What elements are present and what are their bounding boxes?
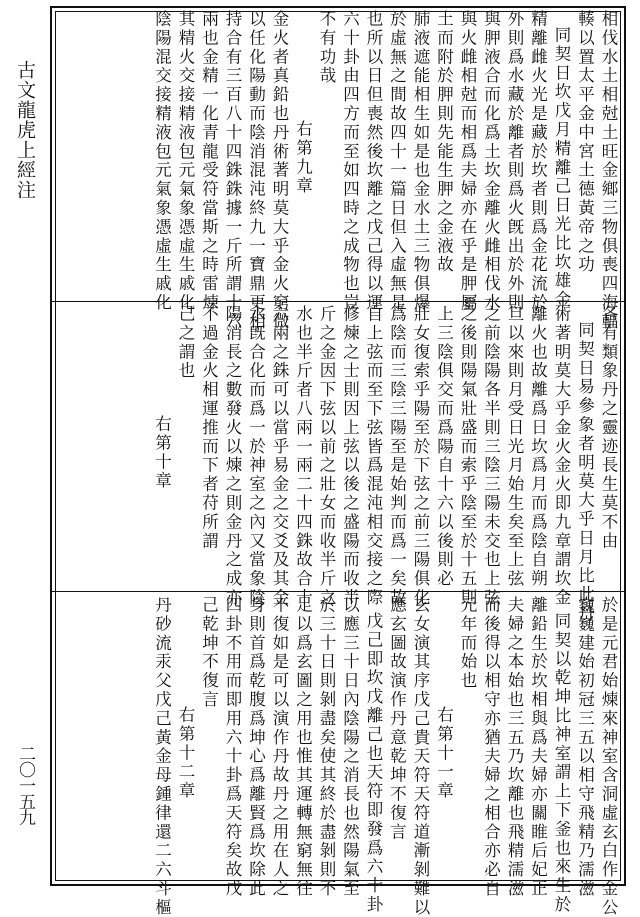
- text-column: 水旣合化而爲一於神室之內又當象陰: [246, 305, 266, 608]
- chapter-heading: 右第九章: [293, 120, 313, 196]
- text-column: 爲陰而三陰三陽至是始判而爲一矣故: [387, 305, 407, 608]
- text-column: 金火者真鉛也丹術著明莫大乎金火窮微: [270, 10, 289, 332]
- text-column: 上三陰俱交而爲陽自十六以後則必: [434, 305, 454, 589]
- text-column: 同契日易參象者明莫大乎日月比此丹: [575, 321, 595, 624]
- text-column: 於是元君始煉來神室含洞虛玄白作金公: [599, 596, 618, 917]
- text-column: 四卦不用而即用六十卦爲天符矣故戊: [223, 596, 242, 899]
- text-column: 不過金火相運推而下者苻所謂: [199, 305, 219, 551]
- chapter-heading: 右第十章: [152, 415, 172, 491]
- text-column: 修煉之士則因上弦以後之盛陽而收半: [340, 305, 360, 608]
- text-column: 不有功哉: [317, 10, 336, 86]
- text-column: 肺液遮能相生如是也金水土三物俱爆: [411, 10, 430, 313]
- text-column: 以應三十日內陰陽之消長也然陽氣至: [340, 596, 360, 899]
- text-column: 而後得以相守亦猶夫婦之相合亦必自: [481, 596, 501, 899]
- text-column: 術著明莫大乎金火金火即九章謂坎金: [552, 305, 571, 608]
- text-columns-top: [56, 10, 620, 332]
- text-column: 斤之金因下弦以前之壯女而收半斤之: [317, 305, 336, 608]
- chapter-heading: 右第十一章: [434, 706, 454, 801]
- text-column: 身則首爲乾腹爲坤心爲離賢爲坎除此: [246, 596, 266, 899]
- text-column: 元年而始也: [458, 596, 477, 691]
- text-column: 持合有三百八十四銖銖據一斤所謂十六: [223, 10, 242, 332]
- text-column: 相伐水土相尅土旺金鄉三物俱喪四海輻: [599, 10, 618, 332]
- text-column: 陽消長之數發火以煉之則金丹之成亦: [223, 305, 242, 608]
- text-column: 巍巍建始初冠三五以相守飛精乃濡滋: [575, 596, 595, 899]
- text-column: 與胛液合而化爲土坎金離火雌相伐水: [481, 10, 501, 313]
- text-column: 壯女復索乎陽至於下弦之前三陽俱化: [411, 305, 430, 608]
- text-column: 其精火交接精液包元氣象憑虛生戚化: [176, 10, 195, 313]
- text-column: 足以爲玄圖之用也惟其運轉無窮無往: [293, 596, 313, 899]
- text-column: 於三十日則剝盡矣使其終於盡剝則不: [317, 596, 336, 899]
- text-column: 應玄圖故演作丹意乾坤不復言: [387, 596, 407, 842]
- text-column: 兩也金精一化青龍受符當斯之時雷煉: [199, 10, 219, 313]
- section-top: [56, 10, 620, 332]
- text-column: 之後則陽氣壯盛而索乎陰至於十五則: [458, 305, 477, 608]
- text-column: 己乾坤不復言: [199, 596, 219, 710]
- text-column: 六兩之銖可以當乎易金之交爻及其金: [270, 305, 289, 608]
- text-column: 不復如是可以演作丹故丹之用在人之: [270, 596, 289, 899]
- text-column: 旦以來則月受日光月始生矣至上弦: [505, 305, 524, 589]
- text-column: 離鉛生於坎相與爲夫婦亦關睢后妃正: [528, 596, 548, 899]
- chapter-heading: 右第十二章: [176, 706, 195, 801]
- text-column: 與火雌相尅而相爲夫婦亦在乎是胛屬: [458, 10, 477, 313]
- text-column: 外則爲水藏於離者則爲火旣出於外則: [505, 10, 524, 313]
- text-column: 輳以置太平金中宮土德黃帝之功: [575, 10, 595, 275]
- text-column: 夫婦之本始也三五乃坎離也飛精濡滋: [505, 596, 524, 899]
- text-column: 於虛無之間故四十一篇日但入虛無是: [387, 10, 407, 313]
- text-column: 以任化陽動而陰消混沌終九一寶鼎更相: [246, 10, 266, 332]
- text-column: 六十卦由四方而至如四時之成物也豈: [340, 10, 360, 313]
- text-columns-bottom: [56, 596, 620, 917]
- text-column: 丹砂流汞父戊己黃金母鍾律還二六斗樞: [152, 596, 172, 917]
- text-column: 精離雌火光是藏於坎者則爲金花流於: [528, 10, 548, 313]
- text-column: 同契以乾坤比神室謂上下釜也來生於: [552, 612, 571, 915]
- text-column: 也所以日但喪然後坎離之戊己得以運: [364, 10, 383, 313]
- text-column: 水也半斤者八兩一兩二十四銖故合十: [293, 305, 313, 608]
- text-column: 同契日坎戊月精離己日光比坎雄金: [552, 26, 571, 310]
- section-middle: [56, 305, 620, 624]
- section-divider-2: [52, 591, 624, 592]
- text-columns-middle: [56, 305, 620, 624]
- page-number: 二〇一五九: [15, 745, 35, 825]
- text-column: 戊己即坎戊離己也天符即發爲六十卦: [364, 612, 383, 915]
- section-bottom: [56, 596, 620, 917]
- text-column: 離火也故離爲日坎爲月而爲陰自朔: [528, 305, 548, 589]
- text-column: 玄女演其序戊己貴天符天符道漸剝難以: [411, 596, 430, 917]
- text-column: 之前陰陽各半則三陰三陽未交也上弦: [481, 305, 501, 608]
- text-column: 己之謂也: [176, 305, 195, 381]
- book-title: 古文龍虎上經注: [14, 60, 36, 200]
- section-divider-1: [52, 301, 624, 302]
- text-column: 自上弦而至下弦皆爲混沌相交接之際: [364, 305, 383, 608]
- text-column: 土而附於胛則先能生胛之金液故: [434, 10, 454, 275]
- text-column: 陰陽混交接精液包元氣象憑虛生戚化: [152, 10, 172, 313]
- text-column: 各有類象丹之靈迹長生莫不由: [599, 305, 618, 551]
